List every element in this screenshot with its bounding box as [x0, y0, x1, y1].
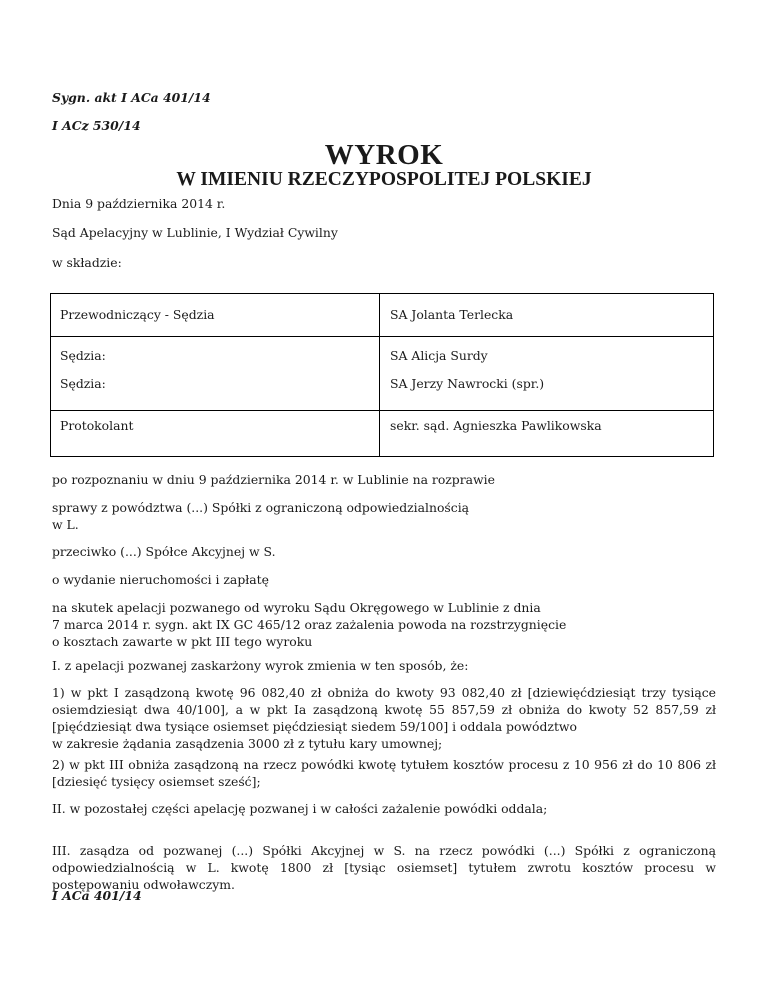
appeal-paragraph — [52, 600, 566, 651]
footer-case-signature: I ACa 401/14 — [52, 888, 142, 903]
appeal-line: o kosztach zawarte w pkt III tego wyroku — [52, 633, 313, 649]
case-signature: Sygn. akt I ACa 401/14 — [52, 90, 211, 105]
ruling-point-3: III. zasądza od pozwanej (...) Spółki Akcyjnej w S. na rzecz powódki (...) Spółki z ograniczoną odpowiedzialnością w L. kwotę 1800 zł [tysiąc osiemset] tytułem zwrotu kosztów procesu w postępowaniu odwoławczym. — [52, 843, 716, 892]
defendant-paragraph: przeciwko (...) Spółce Akcyjnej w S. — [52, 544, 276, 559]
ruling-item-1 — [52, 685, 716, 752]
bench-table — [50, 293, 714, 457]
composition-label: w składzie: — [52, 255, 122, 270]
ruling-item-text: 1) w pkt I zasądzoną kwotę 96 082,40 zł obniża do kwoty 93 082,40 zł [dziewięćdziesiąt trzy tysiące osiemdziesiąt dwa 40/100], a w pkt Ia zasądzoną kwotę 55 857,59 zł obniża do kwoty 52 857,59 zł [pięćdziesiąt dwa tysiące osiemset pięćdziesiąt siedem 59/100] i oddala powództwo — [52, 685, 716, 734]
bench-member: SA Jolanta Terlecka — [390, 307, 514, 322]
bench-role: Sędzia: — [60, 376, 106, 391]
case-signature-secondary: I ACz 530/14 — [52, 118, 141, 133]
ruling-item-2: 2) w pkt III obniża zasądzoną na rzecz powódki kwotę tytułem kosztów procesu z 10 956 zł do 10 806 zł [dziesięć tysięcy osiemset sześć]; — [52, 757, 716, 789]
appeal-line: 7 marca 2014 r. sygn. akt IX GC 465/12 oraz zażalenia powoda na rozstrzygnięcie — [52, 616, 567, 632]
subject-paragraph: o wydanie nieruchomości i zapłatę — [52, 572, 269, 587]
table-divider — [51, 336, 713, 337]
plaintiff-line: sprawy z powództwa (...) Spółki z ograniczoną odpowiedzialnością — [52, 500, 470, 515]
judgment-subtitle: W IMIENIU RZECZYPOSPOLITEJ POLSKIEJ — [176, 169, 592, 190]
table-divider — [51, 410, 713, 411]
judgment-date: Dnia 9 października 2014 r. — [52, 196, 226, 211]
ruling-point-2: II. w pozostałej części apelację pozwanej i w całości zażalenie powódki oddala; — [52, 801, 548, 816]
appeal-line: na skutek apelacji pozwanego od wyroku Sądu Okręgowego w Lublinie z dnia — [52, 600, 541, 615]
plaintiff-line: w L. — [52, 516, 79, 532]
bench-member: SA Alicja Surdy — [390, 348, 488, 363]
court-name: Sąd Apelacyjny w Lublinie, I Wydział Cywilny — [52, 225, 338, 240]
hearing-paragraph: po rozpoznaniu w dniu 9 października 2014 r. w Lublinie na rozprawie — [52, 472, 495, 487]
bench-member: SA Jerzy Nawrocki (spr.) — [390, 376, 545, 391]
bench-role: Sędzia: — [60, 348, 106, 363]
table-divider — [379, 294, 380, 456]
bench-role: Przewodniczący - Sędzia — [60, 307, 215, 322]
ruling-point-1: I. z apelacji pozwanej zaskarżony wyrok zmienia w ten sposób, że: — [52, 658, 469, 673]
ruling-item-text: w zakresie żądania zasądzenia 3000 zł z tytułu kary umownej; — [52, 735, 443, 751]
bench-member: sekr. sąd. Agnieszka Pawlikowska — [390, 418, 602, 433]
plaintiff-paragraph — [52, 500, 469, 534]
bench-role: Protokolant — [60, 418, 134, 433]
judgment-title: WYROK — [324, 139, 444, 171]
